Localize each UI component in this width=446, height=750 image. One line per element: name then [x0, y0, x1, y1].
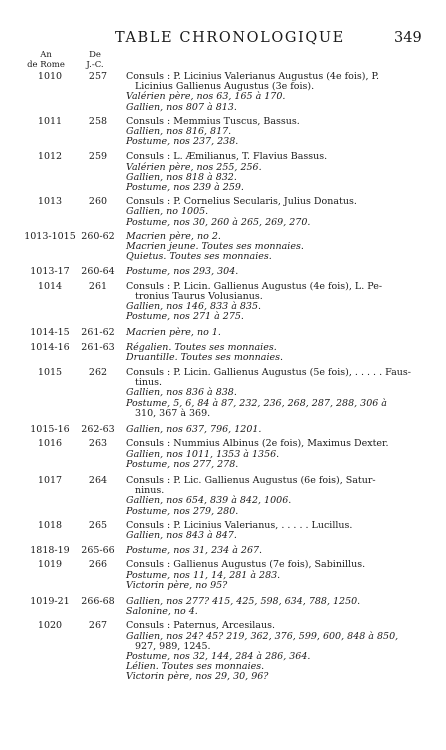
entry-text [126, 343, 420, 363]
entry-text [126, 72, 420, 113]
year-ad: 257 [88, 71, 108, 82]
entry-text [126, 232, 420, 263]
entry-text [126, 621, 420, 682]
entry-line: Gallien, nos 277? 415, 425, 598, 634, 788, 1250. [126, 595, 361, 607]
column-header-de-rome: de Rome [27, 60, 65, 70]
entry-line: Postume, 5, 6, 84 à 87, 232, 236, 268, 287, 288, 306 à [126, 397, 387, 409]
table-row [0, 197, 446, 228]
page-number: 349 [394, 30, 422, 46]
entry-text [126, 282, 420, 323]
entry-line: Consuls : P. Licin. Gallienus Augustus (5e fois), . . . . . Faus- [126, 367, 411, 379]
year-ad: 261-63 [81, 341, 115, 353]
entry-text [126, 328, 420, 338]
year-of-rome: 1020 [37, 620, 63, 632]
year-of-rome: 1014-16 [30, 341, 70, 353]
entry-text [126, 368, 420, 419]
table-row [0, 521, 446, 541]
entry-line: Lélien. Toutes ses monnaies. [126, 661, 265, 673]
year-ad: 266 [88, 559, 108, 571]
year-of-rome: 1015-16 [30, 424, 70, 436]
year-of-rome: 1019 [37, 559, 63, 571]
entry-line: Gallien, nos 1011, 1353 à 1356. [126, 448, 280, 460]
table-row [0, 328, 446, 338]
entry-text [126, 476, 420, 517]
entry-line: Gallien, nos 654, 839 à 842, 1006. [126, 495, 292, 507]
year-ad: 260-62 [81, 230, 115, 242]
entry-line: Gallien, nos 24? 45? 219, 362, 376, 599, 600, 848 à 850, [126, 630, 399, 642]
table-row [0, 72, 446, 113]
entry-line: 927, 989, 1245. [135, 640, 211, 652]
entry-line: tinus. [135, 377, 162, 389]
entry-text [126, 439, 420, 470]
chronology-table [0, 72, 446, 683]
table-row [0, 425, 446, 435]
entry-line: 310, 367 à 369. [135, 407, 211, 419]
entry-line: Postume, nos 32, 144, 284 à 286, 364. [126, 650, 311, 662]
entry-line: Gallien, nos 816, 817. [126, 126, 232, 138]
entry-line: Gallien, nos 637, 796, 1201. [126, 424, 262, 436]
year-of-rome: 1013 [37, 196, 63, 208]
entry-line: Salonine, no 4. [126, 606, 198, 618]
entry-line: Consuls : Nummius Albinus (2e fois), Maximus Dexter. [126, 438, 389, 450]
entry-line: Postume, nos 277, 278. [126, 458, 239, 470]
table-row [0, 152, 446, 193]
entry-text [126, 546, 420, 556]
entry-line: Gallien, no 1005. [126, 206, 209, 218]
year-ad: 262-63 [81, 424, 115, 436]
entry-line: Gallien, nos 818 à 832. [126, 171, 237, 183]
entry-line: Macrien père, no 2. [126, 230, 221, 242]
year-of-rome: 1011 [37, 115, 63, 127]
entry-line: Consuls : P. Licinius Valerianus, . . . . . Lucillus. [126, 519, 353, 531]
entry-line: Consuls : Memmius Tuscus, Bassus. [126, 115, 300, 127]
table-row [0, 117, 446, 148]
entry-line: Macrien jeune. Toutes ses monnaies. [126, 241, 304, 253]
table-row [0, 439, 446, 470]
table-row [0, 621, 446, 682]
table-row [0, 476, 446, 517]
year-ad: 260-64 [81, 266, 115, 278]
year-ad: 264 [88, 474, 108, 486]
page-title: TABLE CHRONOLOGIQUE [115, 30, 345, 46]
year-ad: 265-66 [81, 545, 115, 557]
year-of-rome: 1013-17 [30, 266, 70, 278]
entry-line: Consuls : P. Lic. Gallienus Augustus (6e fois), Satur- [126, 474, 376, 486]
year-of-rome: 1018 [37, 519, 63, 531]
entry-line: Gallien, nos 836 à 838. [126, 387, 237, 399]
entry-line: Gallien, nos 843 à 847. [126, 529, 237, 541]
table-row [0, 546, 446, 556]
table-row [0, 232, 446, 263]
table-row [0, 282, 446, 323]
page-header [0, 30, 446, 48]
column-header-jc: J.-C. [86, 60, 104, 70]
year-ad: 261 [88, 280, 108, 292]
entry-line: Consuls : P. Licin. Gallienus Augustus (4e fois), L. Pe- [126, 280, 383, 292]
table-row [0, 343, 446, 363]
year-ad: 258 [88, 115, 108, 127]
entry-text [126, 560, 420, 591]
column-header-de: De [89, 50, 101, 60]
year-ad: 267 [88, 620, 108, 632]
table-row [0, 267, 446, 277]
entry-line: Macrien père, no 1. [126, 327, 221, 339]
entry-line: Licinius Gallienus Augustus (3e fois). [135, 81, 315, 93]
entry-line: Postume, nos 239 à 259. [126, 182, 244, 194]
year-of-rome: 1010 [37, 71, 63, 82]
year-ad: 261-62 [81, 327, 115, 339]
year-of-rome: 1014 [37, 280, 63, 292]
entry-line: Quietus. Toutes ses monnaies. [126, 251, 272, 263]
entry-line: Postume, nos 271 à 275. [126, 311, 244, 323]
year-of-rome: 1016 [37, 438, 63, 450]
table-row [0, 597, 446, 617]
entry-line: Postume, nos 31, 234 à 267. [126, 545, 263, 557]
year-of-rome: 1015 [37, 367, 63, 379]
table-row [0, 368, 446, 419]
entry-line: Postume, nos 279, 280. [126, 505, 239, 517]
entry-line: ninus. [135, 485, 165, 497]
entry-line: Consuls : P. Licinius Valerianus Augustus (4e fois), P. [126, 71, 379, 82]
year-ad: 263 [88, 438, 108, 450]
entry-line: Gallien, nos 807 à 813. [126, 101, 237, 113]
year-of-rome: 1818-19 [30, 545, 70, 557]
entry-text [126, 597, 420, 617]
year-of-rome: 1017 [37, 474, 63, 486]
entry-line: Valérien père, nos 255, 256. [126, 161, 262, 173]
year-of-rome: 1013-1015 [24, 230, 76, 242]
entry-line: Victorin père, nos 29, 30, 96? [126, 671, 269, 683]
year-of-rome: 1012 [37, 151, 63, 163]
entry-text [126, 197, 420, 228]
year-ad: 262 [88, 367, 108, 379]
entry-line: Postume, nos 237, 238. [126, 136, 239, 148]
year-ad: 260 [88, 196, 108, 208]
entry-line: Consuls : Gallienus Augustus (7e fois), Sabinillus. [126, 559, 366, 571]
entry-line: Postume, nos 293, 304. [126, 266, 239, 278]
entry-line: Victorin père, no 95? [126, 579, 228, 591]
entry-text [126, 267, 420, 277]
entry-line: Druantille. Toutes ses monnaies. [126, 351, 284, 363]
column-header-an: An [40, 50, 52, 60]
year-of-rome: 1014-15 [30, 327, 70, 339]
entry-text [126, 521, 420, 541]
year-ad: 259 [88, 151, 108, 163]
entry-line: Consuls : L. Æmilianus, T. Flavius Bassus. [126, 151, 328, 163]
entry-line: tronius Taurus Volusianus. [135, 290, 263, 302]
entry-line: Postume, nos 30, 260 à 265, 269, 270. [126, 216, 311, 228]
entry-line: Gallien, nos 146, 833 à 835. [126, 301, 262, 313]
entry-line: Régalien. Toutes ses monnaies. [126, 341, 277, 353]
entry-text [126, 425, 420, 435]
year-ad: 266-68 [81, 595, 115, 607]
year-ad: 265 [88, 519, 108, 531]
entry-text [126, 117, 420, 148]
entry-line: Consuls : P. Cornelius Secularis, Julius Donatus. [126, 196, 357, 208]
table-row [0, 560, 446, 591]
entry-line: Valérien père, nos 63, 165 à 170. [126, 91, 286, 103]
year-of-rome: 1019-21 [30, 595, 70, 607]
entry-line: Postume, nos 11, 14, 281 à 283. [126, 569, 281, 581]
entry-text [126, 152, 420, 193]
entry-line: Consuls : Paternus, Arcesilaus. [126, 620, 275, 632]
